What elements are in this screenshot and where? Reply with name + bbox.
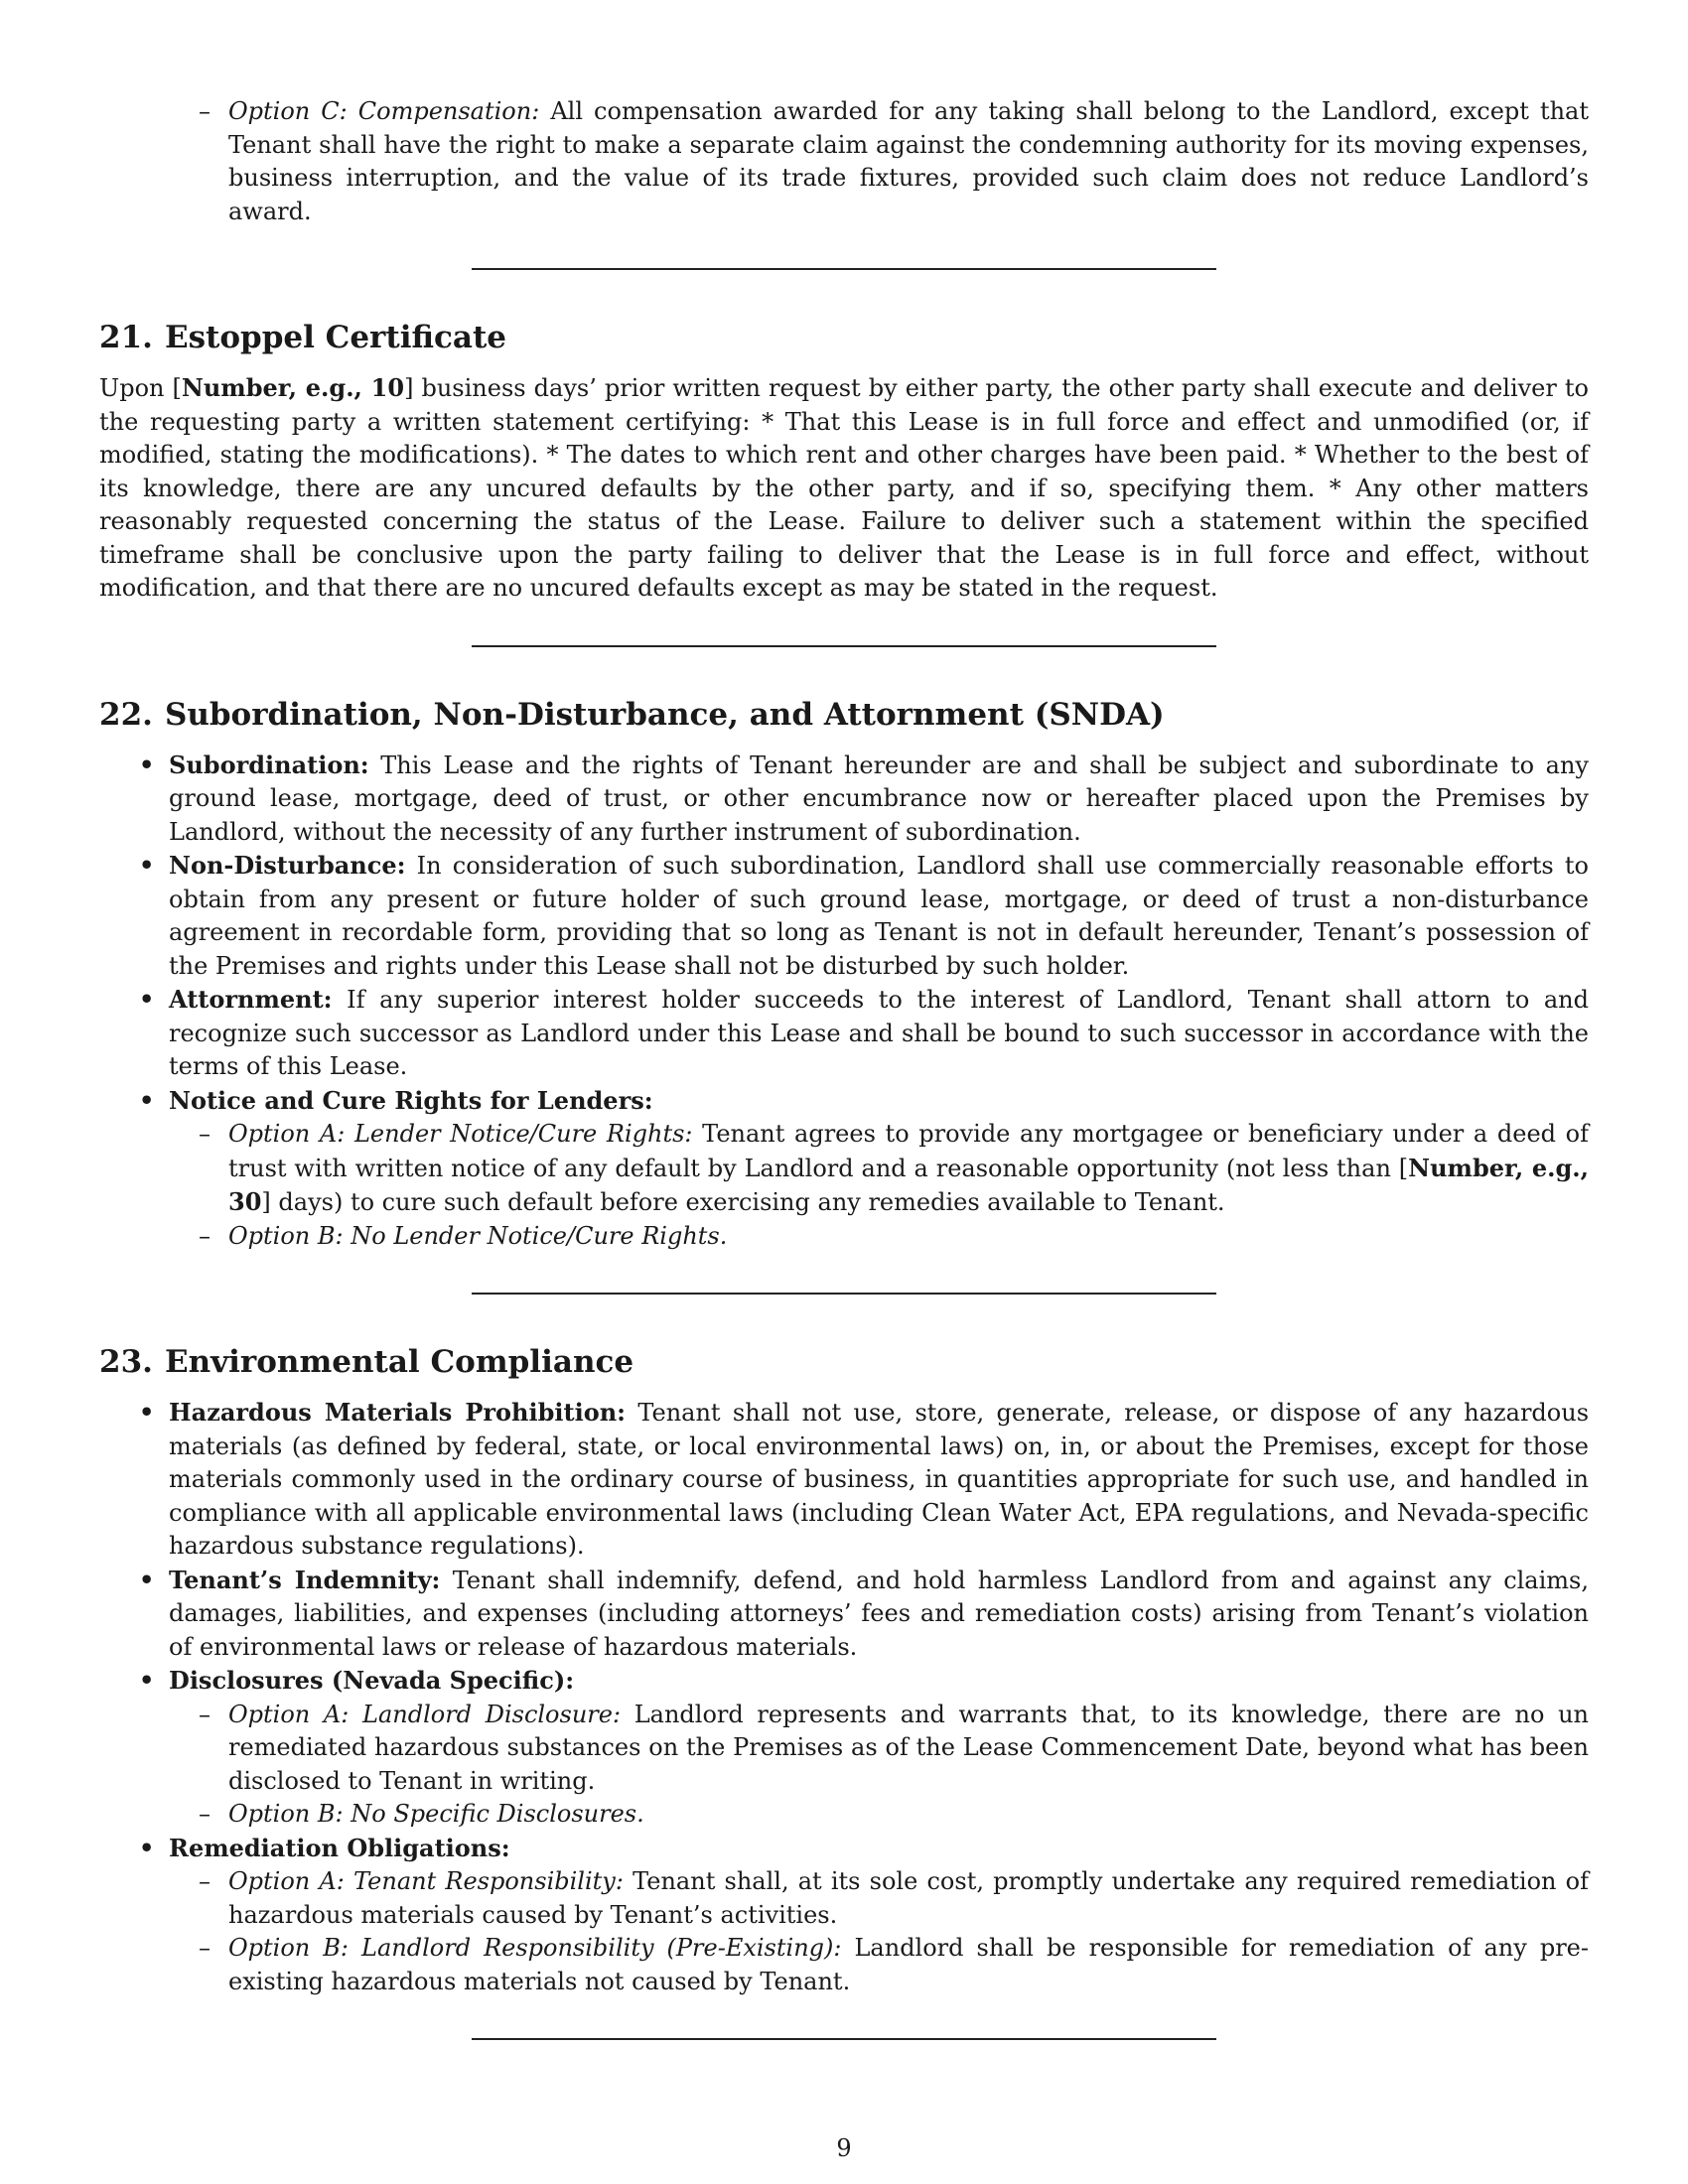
item-label: Non-Disturbance: xyxy=(169,851,406,880)
remediation-options xyxy=(169,1865,1589,1998)
item-label: Notice and Cure Rights for Lenders: xyxy=(169,1085,653,1115)
option-c-compensation xyxy=(228,95,1589,228)
item-text: Tenant shall not use, store, generate, release, or dispose of any hazardous materials (as defined by federal, state, or local environmental laws) on, in, or about the Premises, except for those materials commonly used in the ordinary course of business, in quantities appropriate for such use, and handled in compliance with all applicable environmental laws (including Clean Water Act, EPA regulations, and Nevada-specific hazardous substance regulations). xyxy=(169,1399,1590,1560)
tenant-indemnity-item xyxy=(169,1564,1589,1665)
option-label: Option A: Lender Notice/Cure Rights: xyxy=(228,1120,693,1148)
section-title: Estoppel Certificate xyxy=(164,320,507,355)
section-heading-23 xyxy=(99,1342,1589,1382)
section-number: 21. xyxy=(99,320,153,355)
option-text: Tenant shall, at its sole cost, promptly undertake any required remediation of hazardous materials caused by Tenant’s activities. xyxy=(228,1867,1589,1929)
item-label: Tenant’s Indemnity: xyxy=(169,1565,441,1594)
non-disturbance-item xyxy=(169,849,1589,983)
item-label: Hazardous Materials Prohibition: xyxy=(169,1398,627,1427)
text-run: ] business days’ prior written request by either party, the other party shall execute and deliver to the requesting party a written statement certifying: * That this Lease is in full force and effect and unmodified (or, if modified, stating the modifications). * The dates to which rent and other charges have been paid. * Whether to the best of its knowledge, there are any uncured defaults by the other party, and if so, specifying them. * Any other matters reasonably requested concerning the status of the Lease. Failure to deliver such a statement within the specified timeframe shall be conclusive upon the party failing to deliver that the Lease is in full force and effect, without modification, and that there are no uncured defaults except as may be stated in the request. xyxy=(99,374,1589,602)
text-run: ] days) to cure such default before exercising any remedies available to Tenant. xyxy=(261,1188,1225,1216)
option-label: Option B: Landlord Responsibility (Pre-Existing): xyxy=(228,1934,842,1962)
section-heading-21 xyxy=(99,318,1589,357)
item-label: Attornment: xyxy=(169,985,333,1014)
section-title: Environmental Compliance xyxy=(164,1344,634,1380)
item-text: This Lease and the rights of Tenant hereunder are and shall be subject and subordinate to any ground lease, mortgage, deed of trust, or other encumbrance now or hereafter placed upon the Premises by Landlord, without the necessity of any further instrument of subordination. xyxy=(169,751,1589,846)
environmental-list xyxy=(99,1396,1589,1998)
hazmat-prohibition-item xyxy=(169,1396,1589,1564)
section-heading-22 xyxy=(99,695,1589,735)
estoppel-paragraph xyxy=(99,371,1589,606)
option-b-no-disclosures xyxy=(228,1798,1589,1832)
placeholder-field: Number, e.g., 30 xyxy=(228,1153,1589,1216)
option-label: Option A: Landlord Disclosure: xyxy=(228,1700,622,1728)
item-label: Subordination: xyxy=(169,750,369,779)
option-text: Landlord represents and warrants that, to its knowledge, there are no un remediated hazardous substances on the Premises as of the Lease Commencement Date, beyond what has been disclosed to Tenant in writing. xyxy=(228,1700,1589,1795)
snda-list xyxy=(99,749,1589,1254)
disclosures-item xyxy=(169,1664,1589,1832)
option-a-lender-notice xyxy=(228,1118,1589,1220)
notice-cure-options xyxy=(169,1118,1589,1253)
option-label: Option A: Tenant Responsibility: xyxy=(228,1867,624,1895)
notice-cure-item xyxy=(169,1084,1589,1254)
option-a-landlord-disclosure xyxy=(228,1699,1589,1799)
option-text: Landlord shall be responsible for remediation of any pre-existing hazardous materials not caused by Tenant. xyxy=(228,1934,1589,1995)
option-b-landlord-responsibility xyxy=(228,1932,1589,1998)
text-run: Upon [ xyxy=(99,374,182,402)
document-page xyxy=(99,95,1589,2040)
item-label: Remediation Obligations: xyxy=(169,1833,510,1862)
section-number: 23. xyxy=(99,1344,153,1380)
option-b-no-lender-notice xyxy=(228,1220,1589,1254)
item-text: If any superior interest holder succeeds to the interest of Landlord, Tenant shall attorn to and recognize such successor as Landlord under this Lease and shall be bound to such successor in accordance with the terms of this Lease. xyxy=(169,986,1589,1080)
page-number: 9 xyxy=(836,2134,852,2162)
text-run: Tenant agrees to provide any mortgagee or beneficiary under a deed of trust with written notice of any default by Landlord and a reasonable opportunity (not less than [ xyxy=(228,1120,1589,1182)
option-label: Option C: Compensation: xyxy=(228,97,540,125)
option-label: Option B: No Lender Notice/Cure Rights. xyxy=(228,1221,728,1250)
item-label: Disclosures (Nevada Specific): xyxy=(169,1666,575,1695)
section-divider xyxy=(472,645,1216,647)
item-text: In consideration of such subordination, Landlord shall use commercially reasonable efforts to obtain from any present or future holder of such ground lease, mortgage, or deed of trust a non-disturbance agreement in recordable form, providing that so long as Tenant is not in default hereunder, Tenant’s possession of the Premises and rights under this Lease shall not be disturbed by such holder. xyxy=(169,852,1589,980)
subordination-item xyxy=(169,749,1589,850)
section-divider xyxy=(472,1293,1216,1295)
option-label: Option B: No Specific Disclosures. xyxy=(228,1800,644,1828)
attornment-item xyxy=(169,983,1589,1084)
option-a-tenant-responsibility xyxy=(228,1865,1589,1932)
option-text: All compensation awarded for any taking shall belong to the Landlord, except that Tenant shall have the right to make a separate claim against the condemning authority for its moving expenses, business interruption, and the value of its trade fixtures, provided such claim does not reduce Landlord’s award. xyxy=(228,97,1589,225)
section-divider xyxy=(472,268,1216,270)
item-text: Tenant shall indemnify, defend, and hold harmless Landlord from and against any claims, damages, liabilities, and expenses (including attorneys’ fees and remediation costs) arising from Tenant’s violation of environmental laws or release of hazardous materials. xyxy=(169,1566,1589,1661)
section-number: 22. xyxy=(99,696,153,733)
placeholder-field: Number, e.g., 10 xyxy=(181,373,405,402)
section-title: Subordination, Non-Disturbance, and Attornment (SNDA) xyxy=(164,696,1165,733)
section-divider xyxy=(472,2038,1216,2040)
disclosure-options xyxy=(169,1699,1589,1832)
remediation-item xyxy=(169,1832,1589,1999)
compensation-options xyxy=(99,95,1589,228)
